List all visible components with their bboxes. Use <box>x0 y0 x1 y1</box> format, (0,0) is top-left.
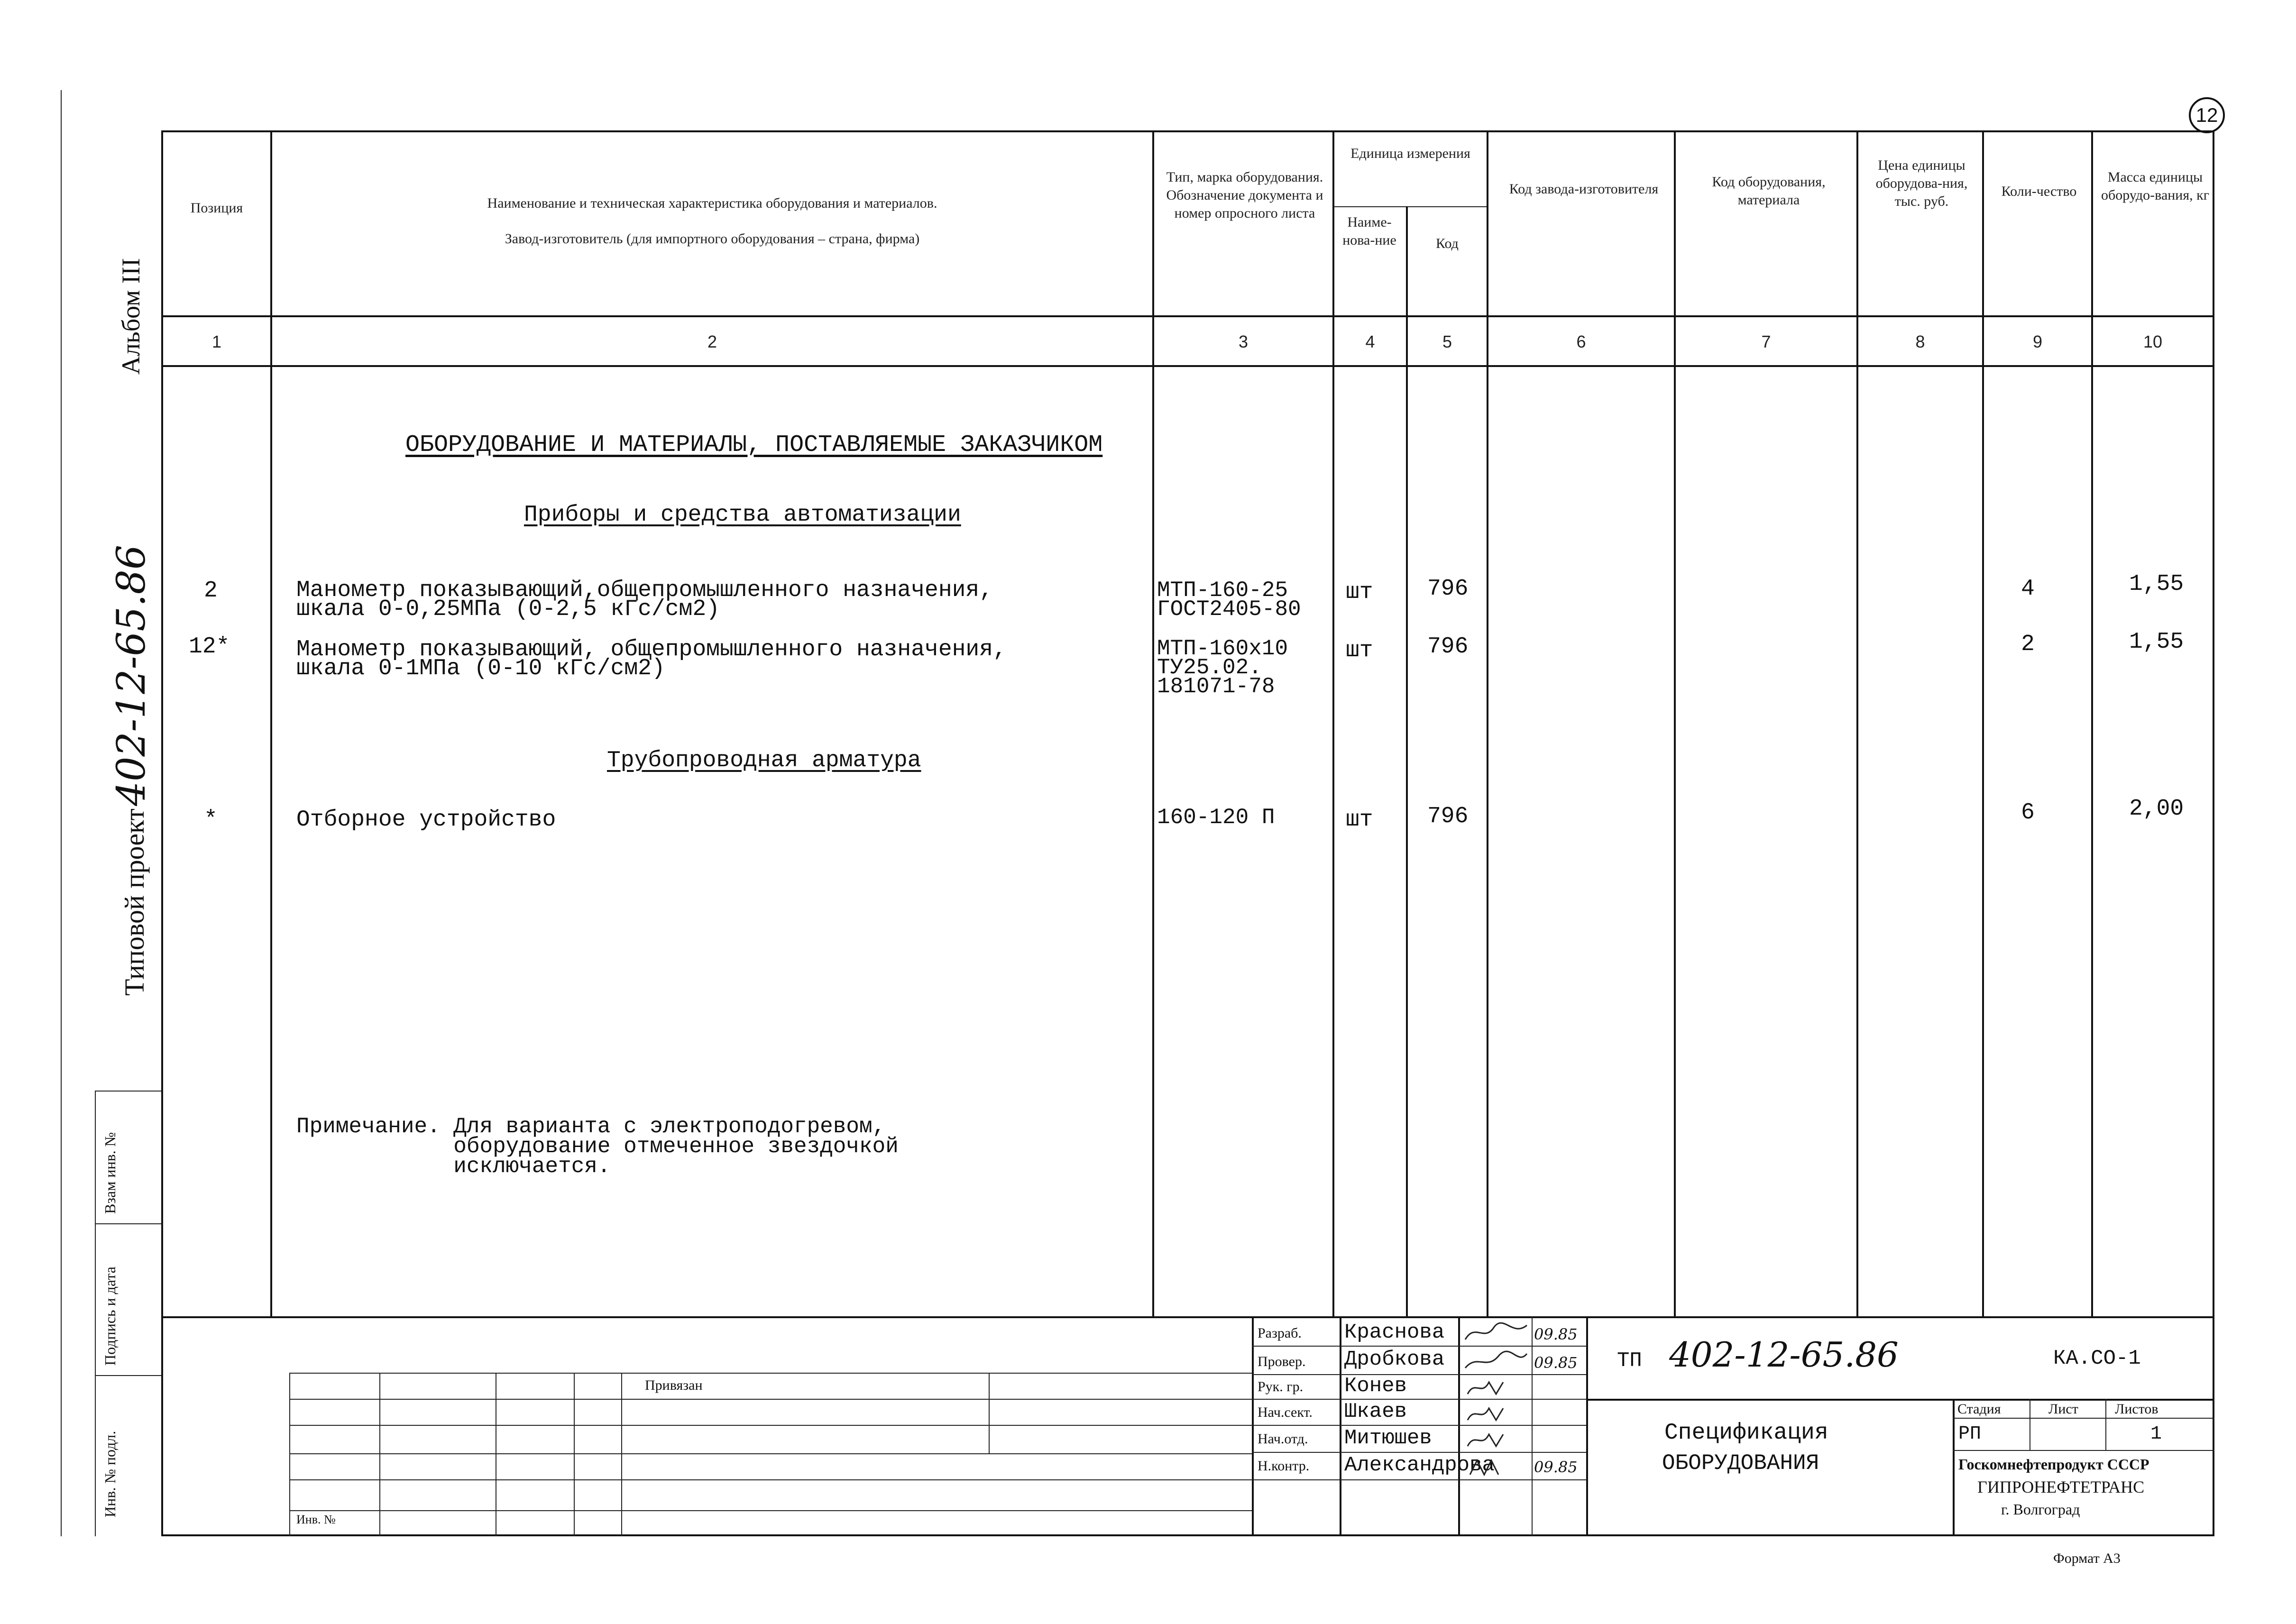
inv-no-label: Инв. № <box>296 1513 336 1526</box>
side-field-inv-replace: Взам инв. № <box>101 1132 119 1214</box>
sheet-code: КА.СО-1 <box>2053 1347 2141 1370</box>
format-label: Формат А3 <box>2053 1551 2121 1566</box>
header-position: Позиция <box>190 200 243 216</box>
sheets-value: 1 <box>2150 1423 2162 1445</box>
stage-value: РП <box>1958 1423 1982 1445</box>
privyazan-label: Привязан <box>645 1377 703 1393</box>
org-line3: г. Волгоград <box>2001 1501 2080 1518</box>
stamp-name: Конев <box>1344 1374 1407 1398</box>
page-number: 12 <box>2195 104 2218 126</box>
stamp-date: 09.85 <box>1534 1458 1578 1476</box>
subsection-title-automation: Приборы и средства автоматизации <box>524 502 961 528</box>
org-line2: ГИПРОНЕФТЕТРАНС <box>1977 1477 2145 1496</box>
row-type: МТП-160х10 ТУ25.02. 181071-78 <box>1157 636 1288 699</box>
row-position: 12* <box>189 634 230 660</box>
row-quantity: 2 <box>2021 632 2035 657</box>
colnum: 1 <box>211 332 222 351</box>
row-name: Манометр показывающий, общепромышленного назначения, шкала 0-1МПа (0-10 кГс/см2) <box>296 637 1007 681</box>
page-number-circle <box>2189 97 2225 133</box>
side-field-inv-orig: Инв. № подл. <box>101 1431 119 1517</box>
sheet-label: Лист <box>2048 1401 2078 1417</box>
colnum: 8 <box>1915 332 1925 351</box>
row-unit-code: 796 <box>1427 576 1469 602</box>
frame-right <box>2213 130 2214 1536</box>
side-field-sign-date: Подпись и дата <box>101 1266 119 1366</box>
frame-top <box>161 130 2214 132</box>
stamp-name: Александрова <box>1344 1453 1495 1477</box>
left-margin-line <box>61 90 62 1536</box>
stamp-role: Провер. <box>1258 1354 1306 1369</box>
header-equipment-code: Код оборудования, материала <box>1712 174 1826 208</box>
side-project-number: 402-12-65.86 <box>109 544 154 806</box>
subsection-title-pipe-fittings: Трубопроводная арматура <box>607 748 921 773</box>
org-line1: Госкомнефтепродукт СССР <box>1958 1456 2149 1473</box>
row-type: МТП-160-25 ГОСТ2405-80 <box>1157 578 1301 622</box>
header-quantity: Коли-чество <box>2001 184 2077 199</box>
note-text: Примечание. Для варианта с электроподогревом, оборудование отмеченное звездочкой исключается. <box>296 1114 899 1179</box>
doc-title-line1: Спецификация <box>1664 1420 1828 1446</box>
row-quantity: 4 <box>2021 576 2035 602</box>
stamp-date: 09.85 <box>1534 1325 1578 1343</box>
row-position: * <box>204 807 218 833</box>
section-title: ОБОРУДОВАНИЕ И МАТЕРИАЛЫ, ПОСТАВЛЯЕМЫЕ ЗАКАЗЧИКОМ <box>405 431 1103 459</box>
stamp-role: Рук. гр. <box>1258 1379 1304 1395</box>
header-unit-name: Наиме-нова-ние <box>1342 214 1396 248</box>
header-unit-group: Единица измерения <box>1350 146 1470 161</box>
row-name: Манометр показывающий,общепромышленного назначения, шкала 0-0,25МПа (0-2,5 кГс/см2) <box>296 578 993 622</box>
header-name-line1: Наименование и техническая характеристика оборудования и материалов. <box>487 195 937 211</box>
stamp-role: Нач.отд. <box>1258 1431 1308 1447</box>
colnum: 6 <box>1576 332 1586 351</box>
row-mass: 2,00 <box>2129 796 2184 822</box>
row-mass: 1,55 <box>2129 571 2184 597</box>
album-label: Альбом III <box>117 258 145 375</box>
row-unit: шт <box>1346 579 1373 605</box>
row-unit: шт <box>1346 807 1373 833</box>
project-label: Типовой проект <box>119 808 150 996</box>
row-quantity: 6 <box>2021 800 2035 826</box>
row-unit-code: 796 <box>1427 804 1469 829</box>
header-name-line2: Завод-изготовитель (для импортного оборудования – страна, фирма) <box>505 231 920 247</box>
stamp-role: Нач.сект. <box>1258 1404 1313 1420</box>
stamp-name: Шкаев <box>1344 1400 1407 1423</box>
stamp-top-line <box>161 1316 2214 1318</box>
header-price: Цена единицы оборудова-ния, тыс. руб. <box>1875 157 1968 209</box>
header-type: Тип, марка оборудования. Обозначение документа и номер опросного листа <box>1166 169 1323 221</box>
colnum: 7 <box>1761 332 1771 351</box>
colnum: 5 <box>1442 332 1452 351</box>
header-plant-code: Код завода-изготовителя <box>1509 181 1659 197</box>
stage-label: Стадия <box>1957 1401 2001 1417</box>
row-name: Отборное устройство <box>296 807 556 833</box>
row-type: 160-120 П <box>1157 805 1275 830</box>
stamp-role: Н.контр. <box>1258 1458 1310 1474</box>
frame-bottom <box>161 1534 2214 1536</box>
colnum: 3 <box>1238 332 1249 351</box>
colnum: 10 <box>2143 332 2163 351</box>
doc-number: 402-12-65.86 <box>1669 1335 1899 1375</box>
side-box-line <box>95 1091 96 1536</box>
signatures <box>1460 1318 1532 1532</box>
doc-code: ТП <box>1617 1349 1642 1373</box>
row-mass: 1,55 <box>2129 629 2184 655</box>
stamp-date: 09.85 <box>1534 1354 1578 1372</box>
stamp-name: Краснова <box>1344 1321 1445 1344</box>
colnum: 2 <box>707 332 717 351</box>
header-unit-code: Код <box>1436 236 1459 251</box>
row-unit-code: 796 <box>1427 634 1469 660</box>
stamp-name: Дробкова <box>1344 1348 1445 1371</box>
row-position: 2 <box>204 578 218 604</box>
stamp-role: Разраб. <box>1258 1325 1302 1341</box>
sheets-label: Листов <box>2115 1401 2158 1417</box>
colnum: 4 <box>1365 332 1375 351</box>
unit-group-line <box>1332 206 1487 207</box>
row-unit: шт <box>1346 638 1373 663</box>
colnum-bottom-line <box>161 365 2214 367</box>
header-bottom-line <box>161 315 2214 317</box>
colnum: 9 <box>2032 332 2043 351</box>
header-mass: Масса единицы оборудо-вания, кг <box>2101 169 2210 203</box>
stamp-name: Митюшев <box>1344 1426 1432 1450</box>
doc-title-line2: ОБОРУДОВАНИЯ <box>1662 1451 1819 1476</box>
